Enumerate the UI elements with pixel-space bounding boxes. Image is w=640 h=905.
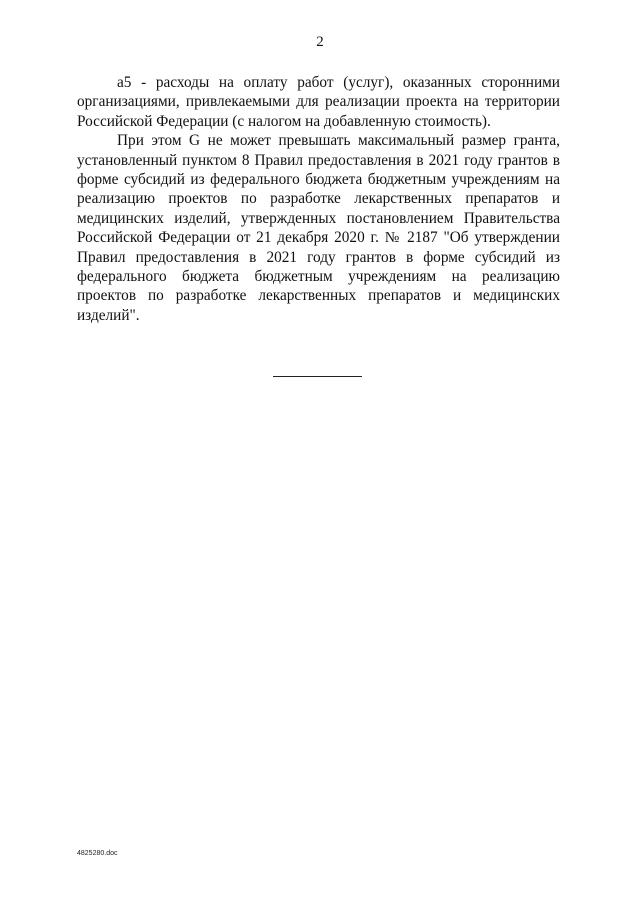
page-number: 2 (316, 34, 324, 50)
document-file-id: 4825280.doc (77, 850, 118, 857)
paragraph-a5-expenses: а5 - расходы на оплату работ (услуг), оказанных сторонними организациями, привлекаемыми для реализации проекта на территории Российской Федерации (с налогом на добавленную стоимость). (77, 74, 560, 130)
document-body (77, 73, 560, 325)
end-separator-line (273, 376, 362, 377)
paragraph-grant-limit: При этом G не может превышать максимальный размер гранта, установленный пунктом 8 Правил предоставления в 2021 году грантов в форме субсидий из федерального бюджета бюджетным учреждениям на реализацию проектов по разработке лекарственных препаратов и медицинских изделий, утвержденных постановлением Правительства Российской Федерации от 21 декабря 2020 г. № 2187 "Об утверждении Правил предоставления в 2021 году грантов в форме субсидий из федерального бюджета бюджетным учреждениям на реализацию проектов по разработке лекарственных препаратов и медицинских изделий". (77, 132, 560, 324)
